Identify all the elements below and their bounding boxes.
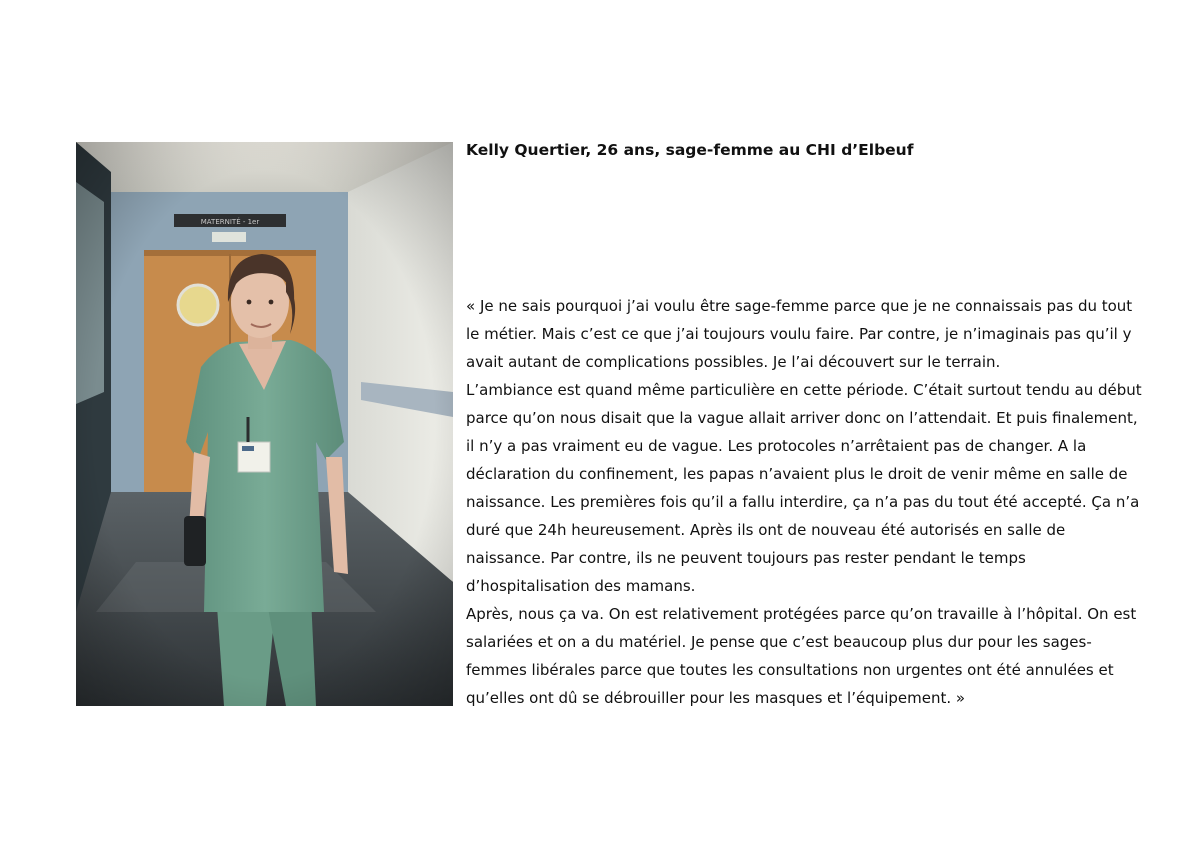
portrait-photo [76, 142, 453, 706]
testimony-quote [466, 292, 1156, 712]
quote-line: naissance. Par contre, ils ne peuvent toujours pas rester pendant le temps [466, 549, 1026, 567]
quote-line: avait autant de complications possibles. Je l’ai découvert sur le terrain. [466, 353, 1001, 371]
quote-line: qu’elles ont dû se débrouiller pour les masques et l’équipement. » [466, 689, 966, 707]
quote-line: déclaration du confinement, les papas n’avaient plus le droit de venir même en salle de [466, 465, 1128, 483]
quote-line: il n’y a pas vraiment eu de vague. Les protocoles n’arrêtaient pas de changer. A la [466, 437, 1087, 455]
portrait-illustration [76, 142, 453, 706]
quote-paragraph [466, 292, 1156, 712]
quote-line: le métier. Mais c’est ce que j’ai toujours voulu faire. Par contre, je n’imaginais pas qu’il y [466, 325, 1132, 343]
quote-line: Après, nous ça va. On est relativement protégées parce qu’on travaille à l’hôpital. On est [466, 605, 1137, 623]
quote-line: L’ambiance est quand même particulière en cette période. C’était surtout tendu au début [466, 381, 1142, 399]
quote-line: salariées et on a du matériel. Je pense que c’est beaucoup plus dur pour les sages- [466, 633, 1092, 651]
quote-line: naissance. Les premières fois qu’il a fallu interdire, ça n’a pas du tout été accepté. Ça n’a [466, 493, 1140, 511]
quote-line: « Je ne sais pourquoi j’ai voulu être sage-femme parce que je ne connaissais pas du tout [466, 297, 1133, 315]
quote-line: parce qu’on nous disait que la vague allait arriver donc on l’attendait. Et puis finalement, [466, 409, 1138, 427]
caption-title: Kelly Quertier, 26 ans, sage-femme au CHI d’Elbeuf [466, 141, 914, 159]
quote-line: femmes libérales parce que toutes les consultations non urgentes ont été annulées et [466, 661, 1114, 679]
quote-line: duré que 24h heureusement. Après ils ont de nouveau été autorisés en salle de [466, 521, 1066, 539]
quote-line: d’hospitalisation des mamans. [466, 577, 696, 595]
